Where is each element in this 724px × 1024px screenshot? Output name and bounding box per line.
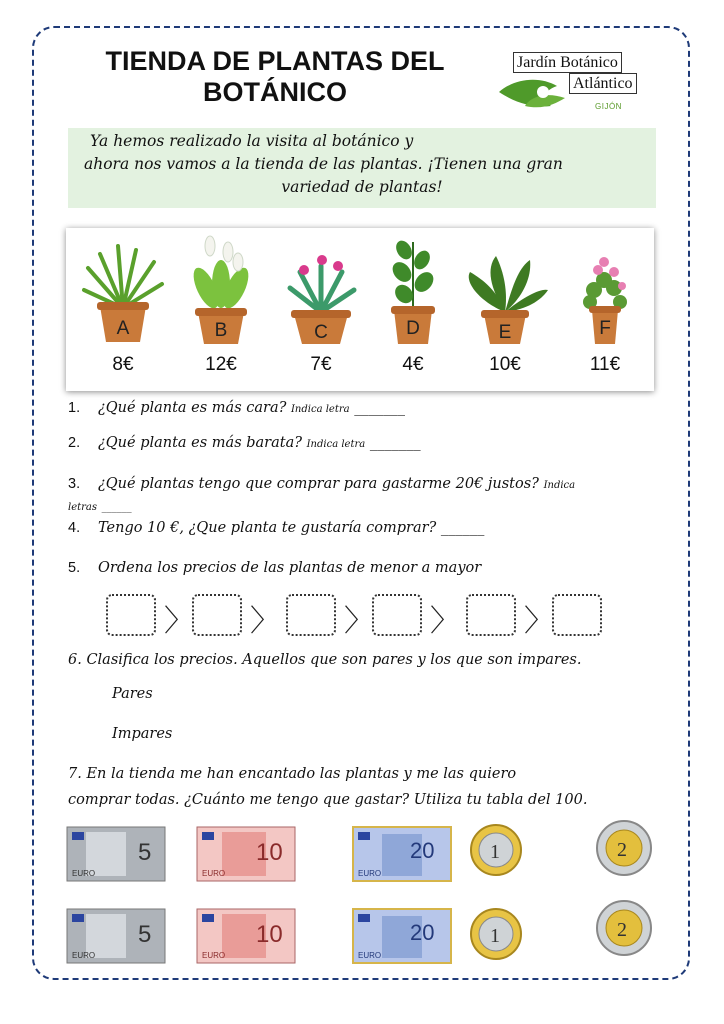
svg-text:1: 1	[490, 925, 500, 947]
question-text: Tengo 10 €, ¿Que planta te gustaría comprar?	[98, 520, 437, 536]
question-hint: letras	[68, 502, 98, 513]
svg-text:2: 2	[617, 839, 627, 861]
question-hint: Indica	[543, 480, 576, 491]
title-line-1: TIENDA DE PLANTAS DEL	[105, 46, 445, 76]
intro-box	[68, 128, 656, 208]
svg-text:EURO: EURO	[202, 869, 226, 878]
svg-text:EURO: EURO	[72, 869, 96, 878]
plant-a	[78, 232, 168, 386]
twenty-euro-note	[352, 826, 452, 882]
question-hint: Indica letra	[306, 439, 366, 450]
plant-f	[560, 232, 650, 386]
ten-euro-note	[196, 908, 296, 964]
order-box[interactable]	[286, 594, 336, 636]
question-text-2: comprar todas. ¿Cuánto me tengo que gastar? Utiliza tu tabla del 100.	[68, 792, 588, 808]
question-text: 7. En la tienda me han encantado las plantas y me las quiero	[68, 766, 517, 782]
question-hint: Indica letra	[290, 404, 350, 415]
ten-euro-note	[196, 826, 296, 882]
plant-price: 8€	[112, 354, 134, 375]
answer-blank[interactable]: _______	[369, 435, 421, 451]
question-3	[68, 474, 648, 496]
plant-c	[276, 232, 366, 386]
plant-e	[460, 232, 550, 386]
chevron-right-icon: 〉	[430, 604, 460, 639]
svg-text:C: C	[314, 322, 328, 343]
svg-text:20: 20	[410, 838, 435, 863]
two-euro-coin	[596, 820, 652, 876]
svg-text:10: 10	[256, 921, 283, 948]
plant-b	[176, 232, 266, 386]
logo-city: GIJÓN	[595, 102, 622, 111]
answer-blank[interactable]: _______	[354, 400, 405, 416]
svg-text:E: E	[498, 322, 512, 343]
order-box[interactable]	[372, 594, 422, 636]
logo-line-1: Jardín Botánico	[513, 52, 622, 73]
question-1	[68, 398, 405, 420]
flowering-plant-icon	[276, 232, 366, 350]
one-euro-coin	[470, 908, 522, 960]
chevron-right-icon: 〉	[250, 604, 280, 639]
svg-text:EURO: EURO	[72, 951, 96, 960]
question-number: 5.	[68, 560, 81, 576]
question-7	[68, 764, 668, 810]
chevron-right-icon: 〉	[344, 604, 374, 639]
svg-text:EURO: EURO	[358, 869, 382, 878]
plants-panel	[66, 228, 654, 391]
order-box[interactable]	[552, 594, 602, 636]
plant-price: 7€	[310, 354, 332, 375]
five-euro-note	[66, 826, 166, 882]
impares-text: Impares	[112, 726, 173, 742]
title-line-2: BOTÁNICO	[203, 77, 347, 107]
svg-text:20: 20	[410, 920, 435, 945]
chevron-right-icon: 〉	[524, 604, 554, 639]
svg-text:1: 1	[490, 841, 500, 863]
plant-price: 10€	[489, 354, 521, 375]
pares-text: Pares	[112, 686, 153, 702]
question-2	[68, 433, 421, 455]
order-box[interactable]	[466, 594, 516, 636]
svg-text:F: F	[599, 318, 611, 339]
question-6	[68, 650, 581, 670]
question-number: 2.	[68, 435, 81, 451]
question-3-continued	[68, 496, 132, 518]
order-boxes	[100, 592, 610, 639]
intro-line-1: Ya hemos realizado la visita al botánico y	[90, 132, 414, 150]
svg-text:B: B	[214, 320, 228, 341]
logo-line-2: Atlántico	[569, 73, 637, 94]
impares-label	[112, 724, 172, 744]
answer-blank[interactable]: ______	[101, 502, 132, 513]
broadleaf-plant-icon	[460, 232, 550, 350]
spiky-plant-icon	[78, 232, 168, 350]
svg-text:10: 10	[256, 839, 283, 866]
plant-d	[368, 232, 458, 386]
svg-text:5: 5	[138, 839, 152, 866]
svg-text:5: 5	[138, 921, 152, 948]
question-number: 4.	[68, 520, 81, 536]
question-number: 1.	[68, 400, 81, 416]
question-text: ¿Qué planta es más barata?	[98, 435, 302, 451]
plant-price: 12€	[205, 354, 237, 375]
vine-plant-icon	[368, 232, 458, 350]
two-euro-coin	[596, 900, 652, 956]
plant-price: 4€	[402, 354, 424, 375]
small-flowering-plant-icon	[560, 232, 650, 350]
peace-lily-icon	[176, 232, 266, 350]
question-text: Ordena los precios de las plantas de menor a mayor	[98, 560, 482, 576]
twenty-euro-note	[352, 908, 452, 964]
one-euro-coin	[470, 824, 522, 876]
order-box[interactable]	[106, 594, 156, 636]
svg-text:A: A	[116, 318, 130, 339]
intro-line-3: variedad de plantas!	[281, 178, 443, 196]
intro-line-2: ahora nos vamos a la tienda de las plantas. ¡Tienen una gran	[84, 155, 563, 173]
botanical-garden-logo	[495, 52, 655, 118]
answer-blank[interactable]: ______	[440, 520, 485, 536]
question-text: ¿Qué planta es más cara?	[98, 400, 287, 416]
question-4	[68, 518, 484, 538]
pares-label	[112, 684, 153, 704]
svg-text:EURO: EURO	[202, 951, 226, 960]
question-number: 3.	[68, 476, 81, 492]
chevron-right-icon: 〉	[164, 604, 194, 639]
five-euro-note	[66, 908, 166, 964]
question-text: ¿Qué plantas tengo que comprar para gastarme 20€ justos?	[98, 476, 539, 492]
page-title	[70, 46, 480, 108]
question-text: 6. Clasifica los precios. Aquellos que son pares y los que son impares.	[68, 652, 582, 668]
svg-text:EURO: EURO	[358, 951, 382, 960]
svg-text:2: 2	[617, 919, 627, 941]
svg-text:D: D	[406, 318, 420, 339]
question-5	[68, 558, 481, 578]
order-box[interactable]	[192, 594, 242, 636]
plant-price: 11€	[589, 354, 621, 375]
